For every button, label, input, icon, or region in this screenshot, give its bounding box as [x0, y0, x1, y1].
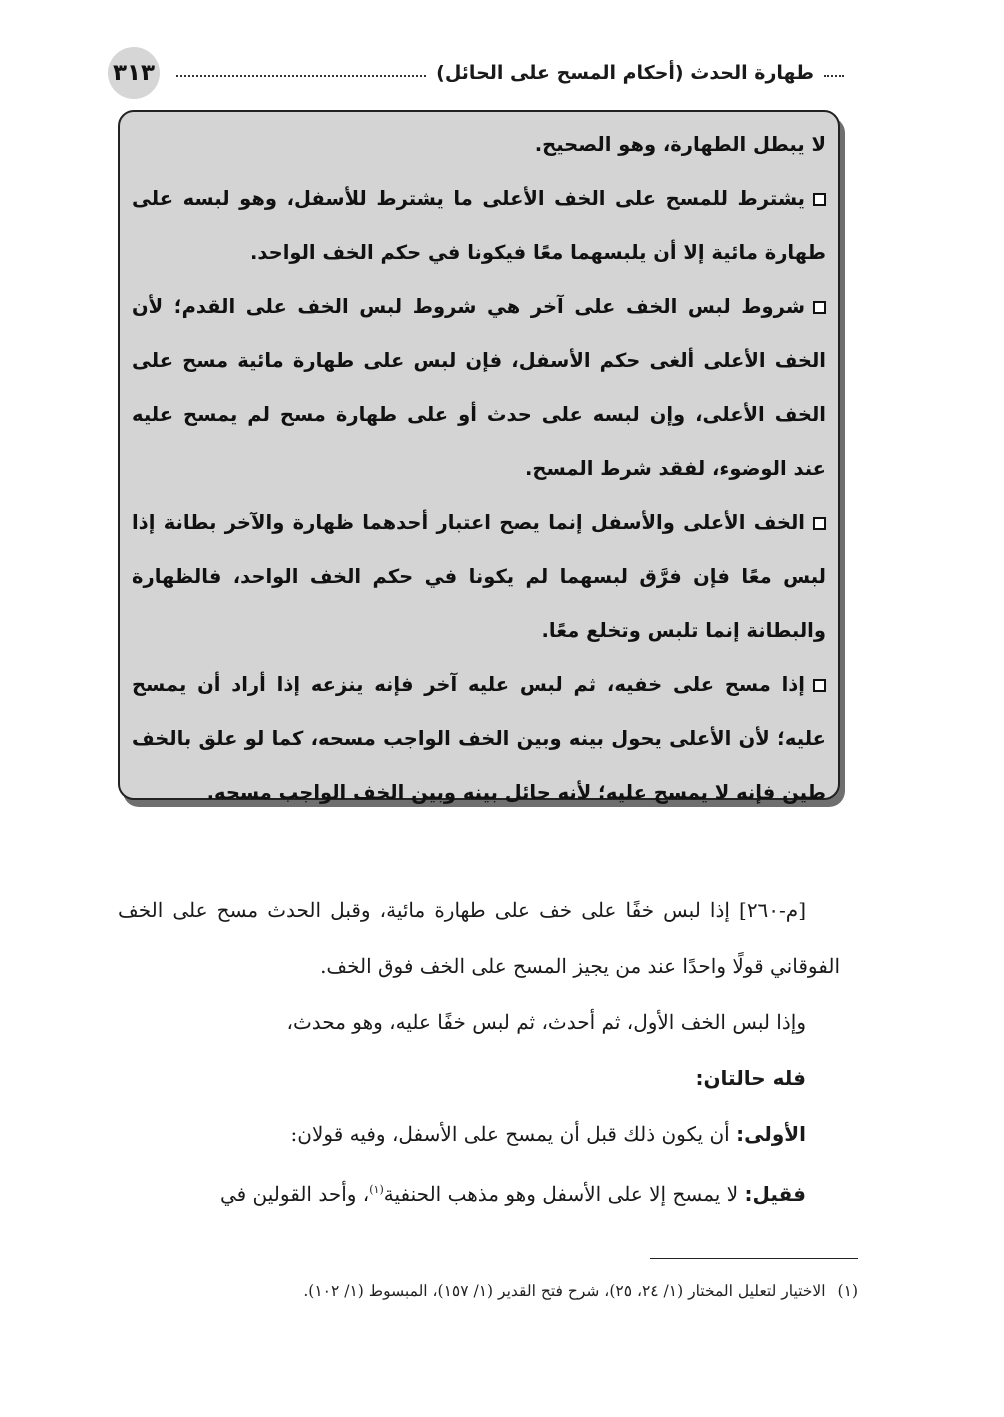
footnote-number: (١): [837, 1282, 858, 1300]
header-leader-right: [824, 75, 844, 77]
checkbox-bullet-icon: [813, 193, 826, 206]
opinion-text: لا يمسح إلا على الأسفل وهو مذهب الحنفية: [383, 1182, 739, 1206]
case-label: الأولى:: [736, 1122, 806, 1146]
body-text: [118, 882, 840, 1222]
rule-item: [132, 658, 826, 820]
rule-item-text: الخف الأعلى والأسفل إنما يصح اعتبار أحدهما ظهارة والآخر بطانة إذا لبس معًا فإن فرَّق لبسهما لم يكونا في حكم الخف الواحد، فالظهارة والبطانة إنما تلبس وتخلع معًا.: [132, 511, 826, 642]
opinion-paragraph: [118, 1162, 840, 1222]
page-number: ٣١٣: [108, 47, 160, 99]
rule-item-text: إذا مسح على خفيه، ثم لبس عليه آخر فإنه ينزعه إذا أراد أن يمسح عليه؛ لأن الأعلى يحول بينه وبين الخف الواجب مسحه، كما لو علق بالخف طين فإنه لا يمسح عليه؛ لأنه حائل بينه وبين الخف الواجب مسحه.: [132, 673, 826, 804]
footnote-ref[interactable]: (١): [369, 1183, 384, 1196]
rules-box: [118, 110, 840, 804]
section-heading: فله حالتان:: [695, 1066, 806, 1090]
opinion-label: فقيل:: [744, 1182, 806, 1206]
rules-continuation: لا يبطل الطهارة، وهو الصحيح.: [534, 133, 826, 156]
case-text: أن يكون ذلك قبل أن يمسح على الأسفل، وفيه قولان:: [290, 1122, 730, 1146]
case-paragraph: [118, 1106, 840, 1162]
footnote-separator: [650, 1258, 858, 1259]
footnote-text: الاختيار لتعليل المختار (١/ ٢٤، ٢٥)، شرح فتح القدير (١/ ١٥٧)، المبسوط (١/ ١٠٢).: [303, 1282, 826, 1300]
rule-item-text: شروط لبس الخف على آخر هي شروط لبس الخف على القدم؛ لأن الخف الأعلى ألغى حكم الأسفل، فإن لبس على طهارة مائية مسح على الخف الأعلى، وإن لبسه على حدث أو على طهارة مسح لم يمسح عليه عند الوضوء، لفقد شرط المسح.: [132, 295, 826, 480]
checkbox-bullet-icon: [813, 679, 826, 692]
checkbox-bullet-icon: [813, 301, 826, 314]
running-header: [176, 58, 844, 88]
rule-item-text: يشترط للمسح على الخف الأعلى ما يشترط للأسفل، وهو لبسه على طهارة مائية إلا أن يلبسهما معًا فيكونا في حكم الخف الواحد.: [132, 187, 826, 264]
header-leader-left: [176, 75, 426, 77]
running-title: طهارة الحدث (أحكام المسح على الحائل): [436, 62, 814, 84]
body-paragraph: وإذا لبس الخف الأول، ثم أحدث، ثم لبس خفًا عليه، وهو محدث،: [286, 1010, 806, 1034]
rule-item: [132, 496, 826, 658]
rule-item: [132, 280, 826, 496]
body-paragraph: [م-٢٦٠] إذا لبس خفًا على خف على طهارة مائية، وقبل الحدث مسح على الخف الفوقاني قولًا واحدًا عند من يجيز المسح على الخف فوق الخف.: [118, 898, 840, 978]
rule-item: [132, 172, 826, 280]
opinion-tail: ، وأحد القولين في: [219, 1182, 370, 1206]
footnote: [118, 1276, 858, 1306]
checkbox-bullet-icon: [813, 517, 826, 530]
